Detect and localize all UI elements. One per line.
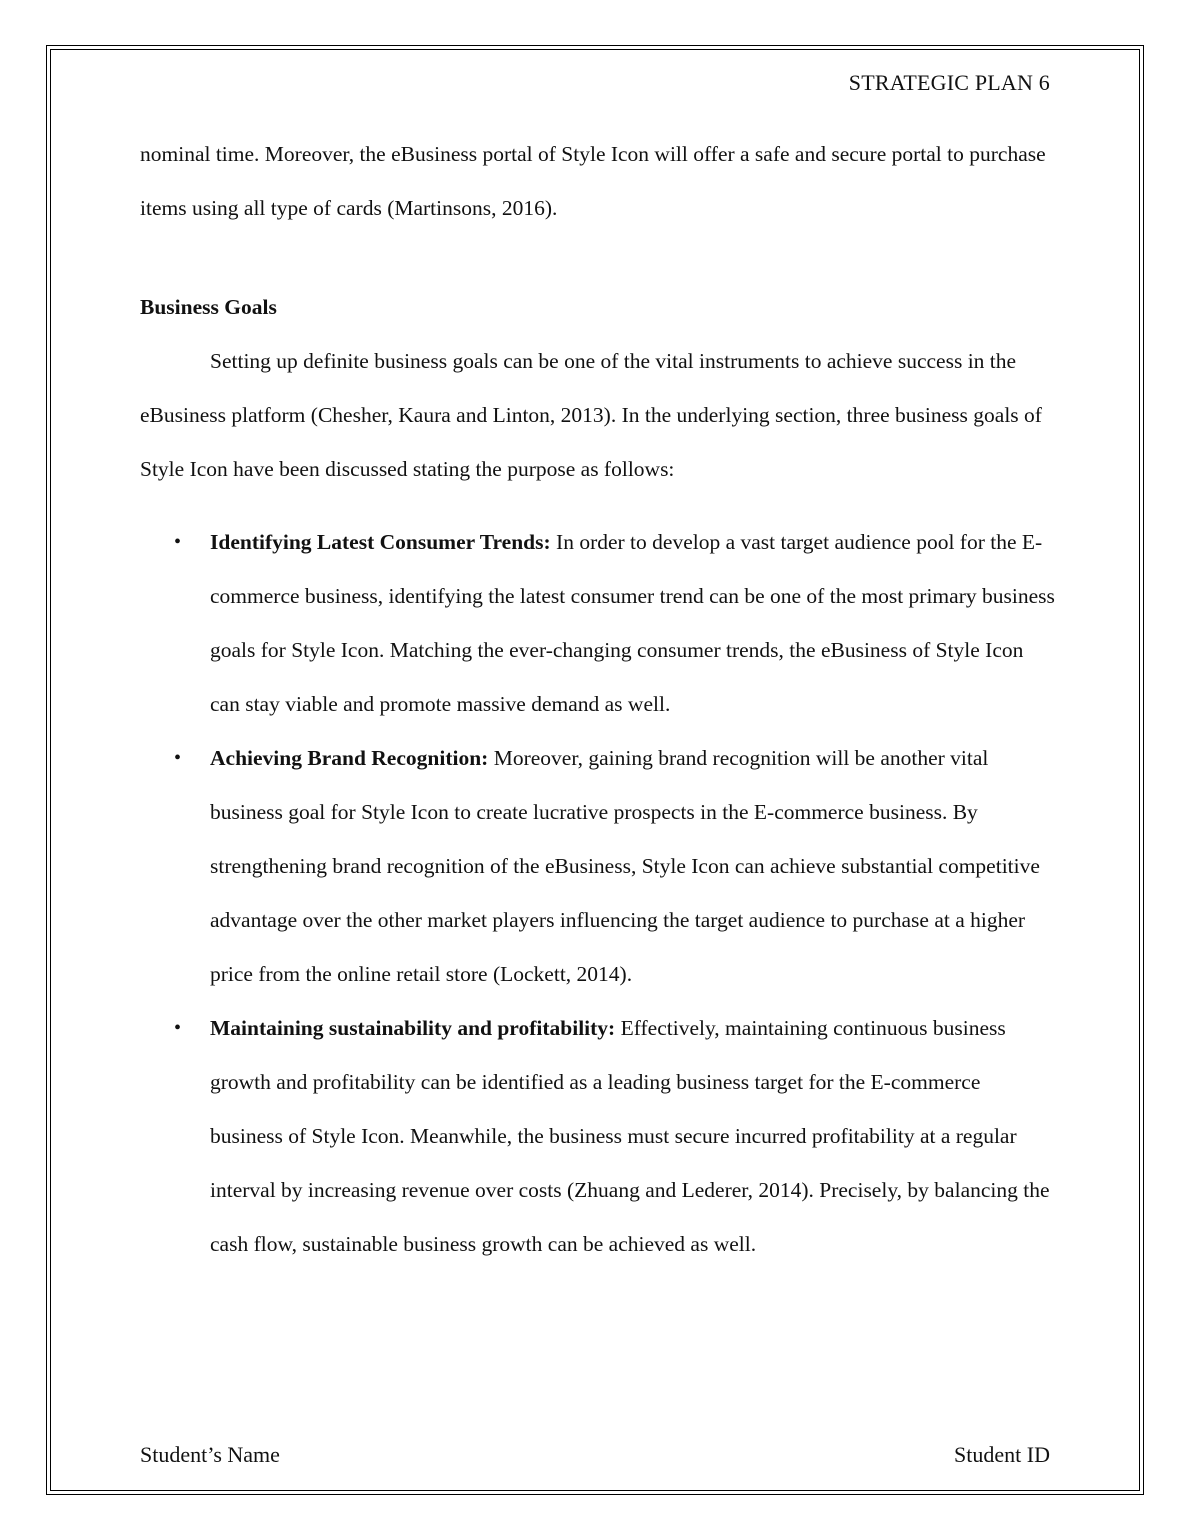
goal-text: Moreover, gaining brand recognition will be another vital business goal for Style Icon to create lucrative prospects in the E-commerce business. By strengthening brand recognition of the eBusiness, Style Icon can achieve substantial competitive advantage over the other market players influencing the target audience to purchase at a higher price from the online retail store (Lockett, 2014). [210,746,1040,986]
section-heading: Business Goals [140,295,277,319]
list-item [140,515,1055,731]
goal-text: Effectively, maintaining continuous business growth and profitability can be identified as a leading business target for the E-commerce business of Style Icon. Meanwhile, the business must secure incurred profitability at a regular interval by increasing revenue over costs (Zhuang and Lederer, 2014). Precisely, by balancing the cash flow, sustainable business growth can be achieved as well. [210,1016,1050,1256]
bullet-icon: • [174,747,182,769]
intro-paragraph: nominal time. Moreover, the eBusiness portal of Style Icon will offer a safe and secure portal to purchase items using all type of cards (Martinsons, 2016). [140,142,1046,220]
bullet-icon: • [174,531,182,553]
goals-list [140,515,1055,1271]
running-head: STRATEGIC PLAN 6 [848,70,1050,95]
list-item [140,1001,1055,1271]
goal-title: Maintaining sustainability and profitability: [210,1016,616,1040]
goal-text: In order to develop a vast target audience pool for the E-commerce business, identifying the latest consumer trend can be one of the most primary business goals for Style Icon. Matching the ever-changing consumer trends, the eBusiness of Style Icon can stay viable and promote massive demand as well. [210,530,1055,716]
goal-title: Identifying Latest Consumer Trends: [210,530,551,554]
bullet-icon: • [174,1017,182,1039]
section-paragraph: Setting up definite business goals can be one of the vital instruments to achieve success in the eBusiness platform (Chesher, Kaura and Linton, 2013). In the underlying section, three business goals of Style Icon have been discussed stating the purpose as follows: [140,349,1042,481]
list-item [140,731,1055,1001]
footer-student-name: Student’s Name [140,1442,280,1467]
footer-student-id: Student ID [954,1442,1050,1467]
goal-title: Achieving Brand Recognition: [210,746,489,770]
document-body [140,127,1055,1271]
